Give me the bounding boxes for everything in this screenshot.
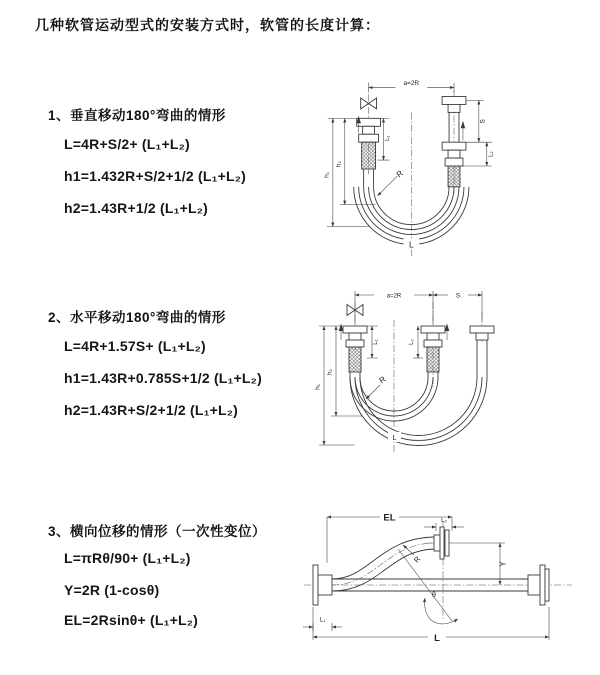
dim-label-a2r: a=2R [403, 80, 420, 88]
s-and-l2-dimensions [460, 100, 495, 166]
top-width-dimension [369, 80, 454, 92]
vertical-move-180-bend-diagram [312, 72, 600, 264]
dim-label-h1: h₁ [314, 384, 322, 390]
radius-callout [378, 169, 406, 196]
dim-label-l: L [434, 633, 440, 644]
dim-label-s: S [479, 119, 487, 124]
l-dimension [313, 607, 549, 644]
top-right-flange [434, 527, 449, 559]
dim-label-l: L [408, 239, 414, 250]
dim-label-r: R [411, 554, 423, 565]
page-title: 几种软管运动型式的安装方式时，软管的长度计算： [35, 17, 380, 33]
dim-label-h2: h₂ [326, 368, 334, 376]
dim-label-l2: L₂ [488, 151, 495, 157]
length-label [403, 239, 419, 250]
dim-label-h1: h₁ [323, 172, 331, 178]
section-3-formula-Y: Y=2R (1-cosθ) [64, 582, 160, 598]
dim-label-l: L [392, 433, 397, 442]
radius-callout [366, 374, 388, 399]
dim-label-el: EL [383, 512, 396, 524]
centerlines [355, 302, 482, 454]
section-3-formula-L: L=πRθ/90+ (L₁+L₂) [64, 550, 191, 566]
left-riser [356, 116, 380, 187]
dim-label-s: S [455, 292, 461, 300]
centerlines [369, 91, 454, 258]
right-riser-moved [470, 326, 494, 377]
dim-label-r: R [394, 168, 405, 180]
bottom-right-flange [528, 565, 549, 605]
l1-dimension [367, 326, 379, 358]
dim-label-y: Y [498, 561, 508, 567]
radius-callout [403, 545, 423, 564]
left-flange [313, 565, 332, 605]
section-2-formula-h1: h1=1.43R+0.785S+1/2 (L₁+L₂) [64, 370, 262, 386]
section-3-formula-EL: EL=2Rsinθ+ (L₁+L₂) [64, 612, 199, 628]
dim-label-l2: L₂ [441, 518, 447, 524]
section-2-formula-h2: h2=1.43R+S/2+1/2 (L₁+L₂) [64, 402, 239, 418]
horizontal-move-180-bend-diagram [310, 282, 600, 460]
dim-label-l1: L₁ [319, 617, 326, 624]
dim-label-r: R [377, 374, 388, 386]
section-3-heading: 3、横向位移的情形（一次性变位） [48, 524, 267, 539]
theta-construction [398, 549, 458, 624]
section-1-formula-L: L=4R+S/2+ (L₁+L₂) [64, 136, 190, 152]
dim-label-l1: L₁ [373, 339, 379, 345]
section-2-formula-L: L=4R+1.57S+ (L₁+L₂) [64, 338, 206, 354]
dim-label-h2: h₂ [335, 160, 343, 168]
l1-dimension [303, 618, 342, 632]
section-2-heading: 2、水平移动180°弯曲的情形 [48, 310, 226, 325]
left-riser [339, 324, 367, 378]
section-1-formula-h2: h2=1.43R+1/2 (L₁+L₂) [64, 200, 209, 216]
dim-label-l1: L₁ [384, 135, 391, 141]
el-dimension [327, 513, 452, 564]
section-1-formula-h1: h1=1.432R+S/2+1/2 (L₁+L₂) [64, 168, 246, 184]
u-bend-hose-moved [350, 377, 487, 446]
lateral-displacement-diagram [300, 497, 600, 647]
top-dimensions [355, 291, 482, 324]
dim-label-a2r: a=2R [386, 293, 402, 300]
section-1-heading: 1、垂直移动180°弯曲的情形 [48, 108, 226, 123]
dim-label-l2: L₂ [409, 339, 415, 345]
middle-riser [421, 324, 449, 378]
dim-label-theta: θ [432, 592, 436, 599]
length-label [388, 432, 401, 442]
